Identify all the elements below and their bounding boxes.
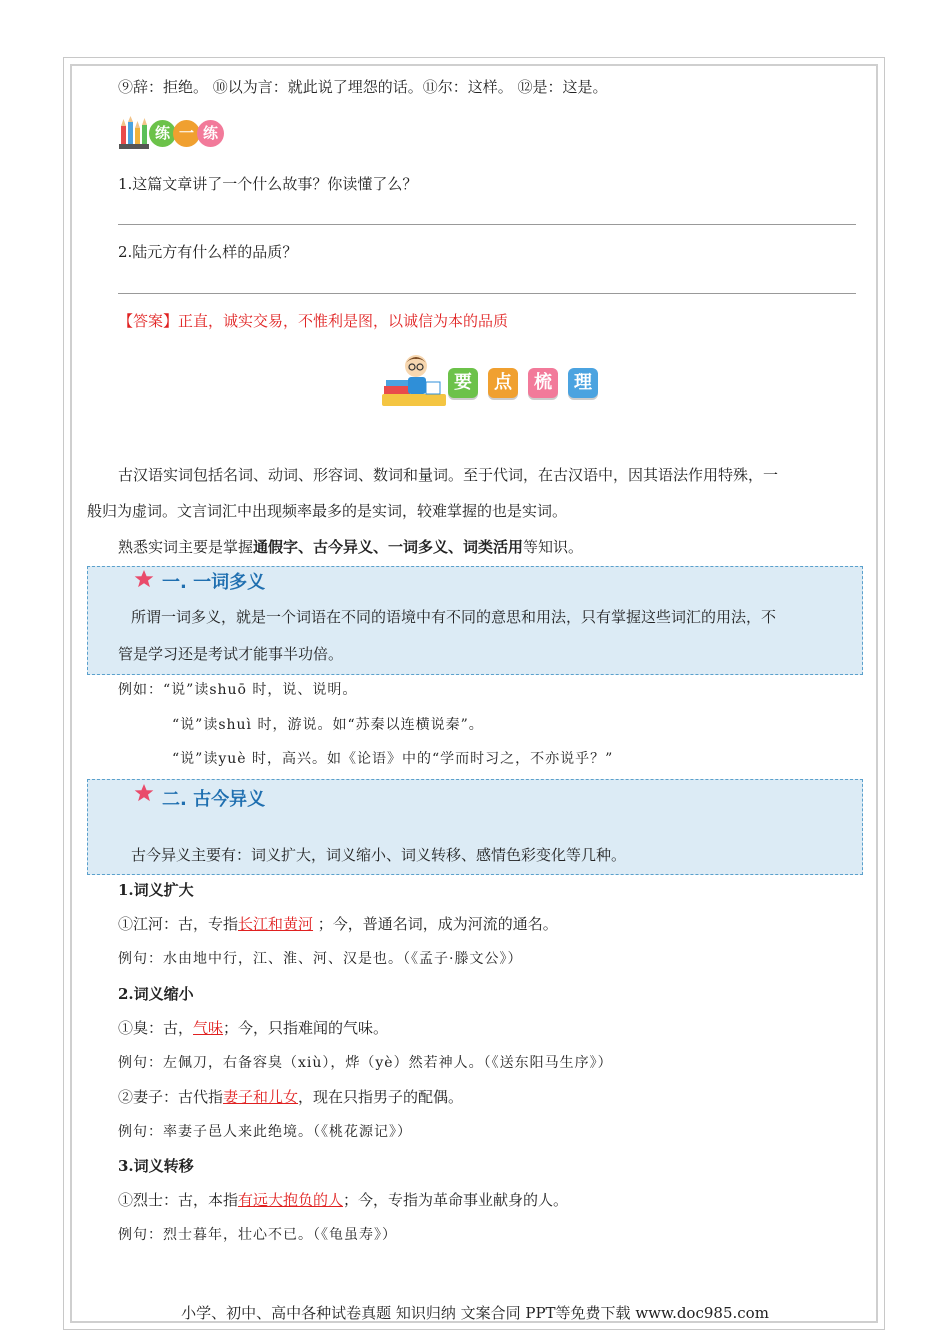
expand-item-highlight: 长江和黄河: [238, 915, 314, 933]
expand-item-prefix: ①江河：古，专指: [118, 915, 239, 933]
shift-heading: 3.词义转移: [118, 1157, 194, 1175]
polysemy-example-3: “说”读yuè 时，高兴。如《论语》中的“学而时习之，不亦说乎？”: [172, 751, 614, 767]
shrink-item-1-prefix: ①臭：古，: [118, 1019, 194, 1037]
shrink-item-1-highlight: 气味: [193, 1019, 224, 1037]
practice-char-1: 练: [149, 120, 176, 147]
intro-line-1: 古汉语实词包括名词、动词、形容词、数词和量词。至于代词，在古汉语中，因其语法作用特殊，一: [118, 466, 779, 484]
polysemy-line-2: 管是学习还是考试才能事半功倍。: [118, 645, 344, 663]
section-polysemy-title: 一. 一词多义: [162, 572, 266, 593]
shrink-item-2-prefix: ②妻子：古代指: [118, 1088, 224, 1106]
expand-heading: 1.词义扩大: [118, 881, 194, 899]
section-ancient-modern-title: 二. 古今异义: [162, 789, 266, 810]
answer: [118, 311, 508, 331]
shift-item-suffix: ；今，专指为革命事业献身的人。: [343, 1191, 569, 1209]
shrink-item-2: [118, 1087, 463, 1107]
question-2: 2.陆元方有什么样的品质？: [118, 243, 298, 261]
shrink-item-2-suffix: ，现在只指男子的配偶。: [298, 1088, 464, 1106]
summary-char-2: 点: [488, 368, 518, 398]
shrink-item-1-suffix: ；今，只指难闻的气味。: [223, 1019, 389, 1037]
polysemy-example-2: “说”读shuì 时，游说。如“苏秦以连横说秦”。: [172, 717, 484, 733]
shrink-heading: 2.词义缩小: [118, 985, 194, 1003]
shrink-example-1: 例句：左佩刀，右备容臭（xiù），烨（yè）然若神人。（《送东阳马生序》）: [118, 1055, 613, 1071]
polysemy-line-1: 所谓一词多义，就是一个词语在不同的语境中有不同的意思和用法，只有掌握这些词汇的用法，不: [131, 608, 777, 626]
shift-item-prefix: ①烈士：古，本指: [118, 1191, 239, 1209]
question-1: 1.这篇文章讲了一个什么故事？你读懂了么？: [118, 175, 418, 193]
ancient-modern-summary: 古今异义主要有：词义扩大，词义缩小、词义转移、感情色彩变化等几种。: [131, 846, 627, 864]
intro-line-2: 般归为虚词。文言词汇中出现频率最多的是实词，较难掌握的也是实词。: [87, 502, 568, 520]
expand-example: 例句：水由地中行，江、淮、河、汉是也。（《孟子·滕文公》）: [118, 951, 523, 967]
pencils-icon: [118, 116, 152, 150]
shift-item: [118, 1190, 568, 1210]
summary-char-3: 梳: [528, 368, 558, 398]
student-reading-icon: [380, 350, 450, 408]
vocab-notes: ⑨辞：拒绝。 ⑩以为言：就此说了埋怨的话。⑪尔：这样。 ⑫是：这是。: [118, 78, 608, 96]
intro-suffix: 等知识。: [523, 538, 584, 556]
star-icon: [134, 783, 154, 803]
answer-line-2: [118, 293, 856, 294]
shrink-item-1: [118, 1018, 388, 1038]
intro-line-3: [118, 537, 583, 557]
footer-text: 小学、初中、高中各种试卷真题 知识归纳 文案合同 PPT等免费下载 www.doc985.com: [181, 1304, 769, 1322]
polysemy-example-1: 例如：“说”读shuō 时，说、说明。: [118, 682, 358, 698]
expand-item-suffix: ；今，普通名词，成为河流的通名。: [313, 915, 558, 933]
shrink-example-2: 例句：率妻子邑人来此绝境。（《桃花源记》）: [118, 1124, 412, 1140]
practice-char-3: 练: [197, 120, 224, 147]
answer-text: 正直，诚实交易，不惟利是图，以诚信为本的品质: [178, 312, 509, 330]
intro-prefix: 熟悉实词主要是掌握: [118, 538, 254, 556]
shift-example: 例句：烈士暮年，壮心不已。（《龟虽寿》）: [118, 1227, 397, 1243]
shift-item-highlight: 有远大抱负的人: [238, 1191, 344, 1209]
shrink-item-2-highlight: 妻子和儿女: [223, 1088, 299, 1106]
star-icon: [134, 569, 154, 589]
answer-label: 【答案】: [118, 312, 179, 330]
summary-char-1: 要: [448, 368, 478, 398]
summary-banner: [380, 350, 600, 410]
practice-char-2: 一: [173, 120, 200, 147]
expand-item: [118, 914, 558, 934]
summary-char-4: 理: [568, 368, 598, 398]
answer-line-1: [118, 224, 856, 225]
intro-bold: 通假字、古今异义、一词多义、词类活用: [253, 538, 524, 556]
practice-banner: [118, 116, 228, 152]
